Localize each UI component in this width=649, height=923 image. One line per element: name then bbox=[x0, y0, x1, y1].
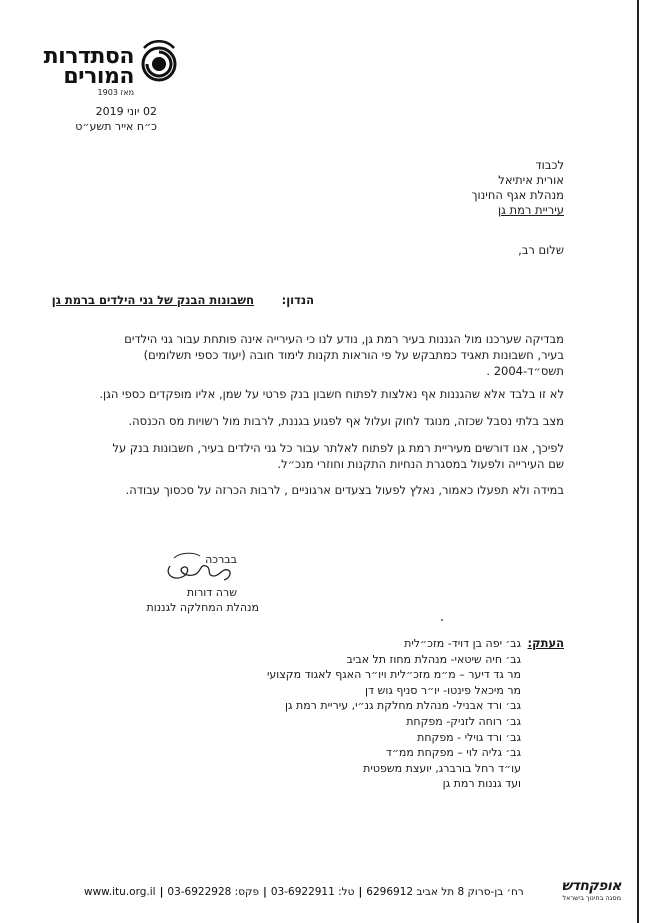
footer-separator: | bbox=[159, 886, 164, 898]
body-p1-line3: תשס״ד-2004 . bbox=[486, 364, 564, 378]
logo-name-line1: הסתדרות bbox=[43, 44, 134, 69]
footer-separator: | bbox=[358, 886, 363, 898]
footer-brand: אופקחדש bbox=[561, 878, 621, 894]
letter-footer bbox=[84, 886, 554, 898]
body-p1-line1: מבדיקה שערכנו מול הגננות בעיר רמת גן, נודע לנו כי העירייה אינה פותחת עבור גני הילדים bbox=[124, 332, 564, 346]
footer-fax: פקס: 03-6922928 bbox=[167, 886, 260, 898]
footer-phone: טל: 03-6922911 bbox=[270, 886, 355, 898]
subject-text bbox=[52, 292, 254, 308]
cc-item: גב׳ חיה שיטאי- מנהלת מחוז תל אביב bbox=[346, 652, 521, 666]
page-edge-line bbox=[637, 0, 639, 923]
cc-label: העתק: bbox=[527, 636, 564, 650]
footer-address: רח׳ בן-סרוק 8 תל אביב 6296912 bbox=[366, 886, 524, 898]
cc-item: מר מיכאל פינטו- יו״ר סניף גוש דן bbox=[365, 683, 521, 697]
greeting: שלום רב, bbox=[518, 243, 564, 257]
body-p2: לא זו בלבד אלא שהגננות אף נאלצות לפתוח חשבון בנק פרטי על שמן, אליו מופקדים כספי הגן. bbox=[99, 387, 564, 401]
subject-text-content: חשבונות הבנק של גני הילדים ברמת גן bbox=[51, 293, 254, 307]
recipient-org: עיריית רמת גן bbox=[497, 203, 564, 217]
body-p4-line1: לפיכך, אנו דורשים מעיריית רמת גן לפתוח לאלתר עבור כל גני הילדים בעיר, חשבונות בנק על bbox=[112, 441, 564, 455]
logo-emblem-icon bbox=[138, 40, 178, 84]
recipient-name: אורית איתיאל bbox=[498, 173, 564, 187]
logo-name-line2: המורים bbox=[63, 64, 134, 89]
cc-item: גב׳ רוחה לזניק- מפקחת bbox=[406, 714, 521, 728]
cc-item: מר גד דיער – מ״מ מזכ״לית ויו״ר האגף לאגוד מקצועי bbox=[266, 668, 521, 682]
cc-item: גב׳ ורד גוילי - מפקחת bbox=[417, 730, 521, 744]
date-gregorian: 02 יוני 2019 bbox=[95, 105, 157, 118]
cc-list bbox=[267, 636, 521, 792]
closing-blessing: בברכה bbox=[205, 553, 237, 566]
stray-mark bbox=[441, 619, 443, 621]
footer-website: www.itu.org.il bbox=[84, 886, 156, 898]
footer-separator: | bbox=[263, 886, 267, 898]
recipient-honorific: לכבוד bbox=[535, 158, 564, 172]
organization-logo bbox=[18, 40, 178, 98]
date-hebrew: כ״ח אייר תשע״ט bbox=[75, 120, 157, 133]
logo-since: מאז 1903 bbox=[97, 88, 134, 97]
cc-item: עו״ד רחל בורברג, יועצת משפטית bbox=[363, 761, 521, 775]
footer-brand-tagline: מסגה בחינוך בישראל bbox=[562, 894, 621, 902]
handwritten-signature bbox=[160, 548, 240, 590]
cc-item: גב׳ יפה בן דויד- מזכ״לית bbox=[404, 637, 521, 650]
letter-date bbox=[75, 104, 157, 134]
signer-name: שרה דורות bbox=[186, 586, 237, 599]
recipient-role: מנהלת אגף החינוך bbox=[471, 188, 564, 202]
body-p1-line2: בעיר, חשבונות תאגיד כמתבקש על פי הוראות תקנות לימוד חובה (יעוד כספי תשלומים) bbox=[143, 348, 564, 362]
subject-label: הנדון: bbox=[281, 293, 314, 307]
signer-title: מנהלת המחלקה לגננות bbox=[146, 601, 259, 614]
body-p5: במידה ולא תפעלו כאמור, נאלץ לפעול בצעדים ארגוניים , לרבות הכרזה על סכסוך עבודה. bbox=[125, 483, 564, 497]
cc-item: ועד גננות רמת גן bbox=[442, 777, 521, 791]
cc-item: גב׳ ורד אבניל- מנהלת מחלקת גנ״י, עיריית רמת גן bbox=[284, 699, 521, 713]
body-p4-line2: שם העירייה ולפעול במסגרת הנחיות התקנות וחוזרי מנכ״ל. bbox=[277, 457, 564, 471]
body-p3: מצב בלתי נסבל שכזה, מנוגד לחוק ועלול אף לפגוע בגננת, לרבות מול רשויות מס הכנסה. bbox=[128, 414, 564, 428]
footer-brand-logo bbox=[562, 878, 621, 902]
cc-item: גב׳ גליה לוי – מפקחת ממ״ד bbox=[385, 746, 521, 760]
